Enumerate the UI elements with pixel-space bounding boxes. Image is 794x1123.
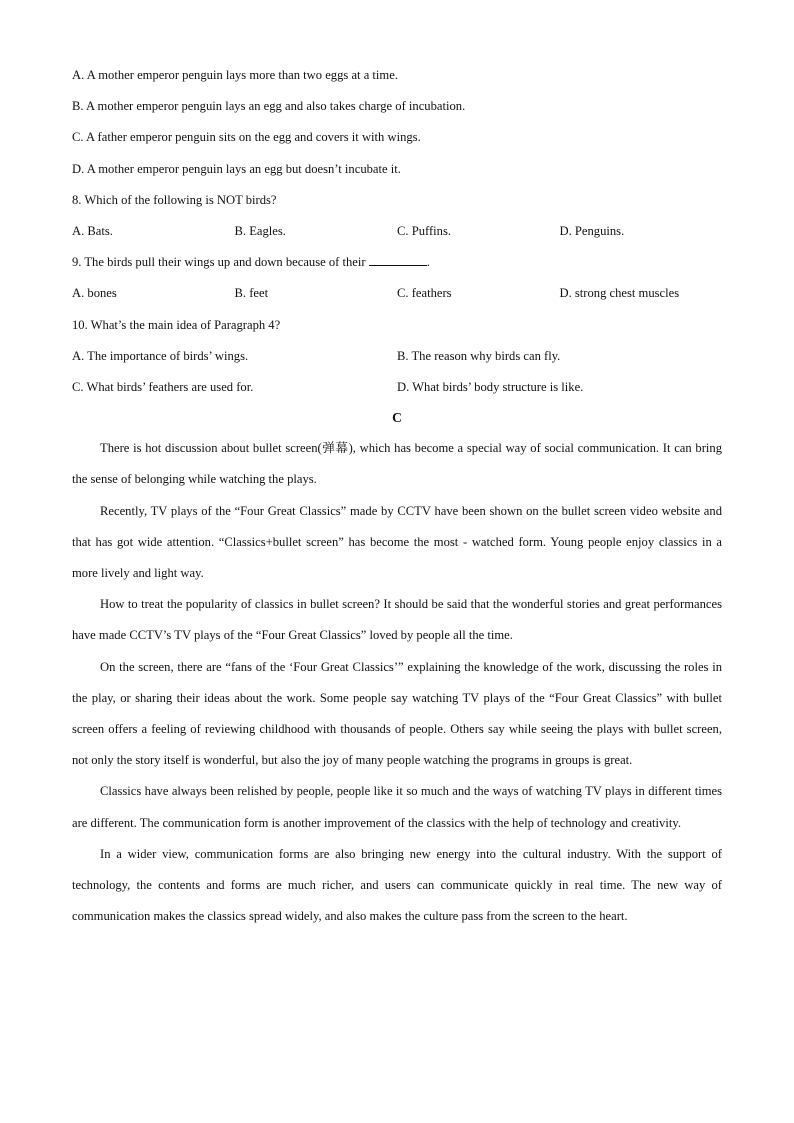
- q10-option-d: D. What birds’ body structure is like.: [397, 379, 584, 394]
- q8-option-c: C. Puffins.: [397, 223, 452, 238]
- q8-options: [72, 220, 722, 251]
- q10-question: 10. What’s the main idea of Paragraph 4?: [72, 317, 281, 332]
- q9-option-c: C. feathers: [397, 286, 452, 301]
- section-c-paragraph: Recently, TV plays of the “Four Great Classics” made by CCTV have been shown on the bullet screen video website and that has got wide attention. “Classics+bullet screen” has become the most - watched form. Young people enjoy classics in a more lively and light way.: [72, 503, 722, 581]
- q7-option-a: A. A mother emperor penguin lays more than two eggs at a time.: [72, 68, 398, 82]
- q9-options: [72, 282, 722, 313]
- q10-option-c: C. What birds’ feathers are used for.: [72, 379, 254, 394]
- q10-option-a: A. The importance of birds’ wings.: [72, 348, 249, 363]
- section-c-title: C: [392, 410, 402, 426]
- q7-option-d: D. A mother emperor penguin lays an egg but doesn’t incubate it.: [72, 161, 401, 176]
- q7-option-c: C. A father emperor penguin sits on the egg and covers it with wings.: [72, 130, 421, 145]
- q10-option-b: B. The reason why birds can fly.: [397, 348, 561, 363]
- section-c-paragraph: There is hot discussion about bullet screen(弹幕), which has become a special way of social communication. It can bring the sense of belonging while watching the plays.: [72, 441, 722, 487]
- section-c-paragraph: In a wider view, communication forms are also bringing new energy into the cultural industry. With the support of technology, the contents and forms are much richer, and users can communicate quickly in real time. The new way of communication makes the classics spread widely, and also makes the culture pass from the screen to the heart.: [72, 846, 722, 924]
- section-c-paragraph: How to treat the popularity of classics in bullet screen? It should be said that the wonderful stories and great performances have made CCTV’s TV plays of the “Four Great Classics” loved by people all the time.: [72, 597, 722, 643]
- q9-answer-blank: [369, 253, 427, 266]
- q10-options-row-1: [72, 345, 722, 376]
- q9-option-a: A. bones: [72, 286, 117, 301]
- section-c-paragraph: Classics have always been relished by people, people like it so much and the ways of watching TV plays in different times are different. The communication form is another improvement of the classics with the help of technology and creativity.: [72, 784, 722, 830]
- q9-option-d: D. strong chest muscles: [559, 286, 680, 301]
- q7-option-b: B. A mother emperor penguin lays an egg and also takes charge of incubation.: [72, 99, 466, 114]
- q9-question-end: .: [426, 255, 430, 270]
- q8-option-d: D. Penguins.: [559, 223, 625, 238]
- q10-options-row-2: [72, 376, 722, 407]
- section-c-paragraph: On the screen, there are “fans of the ‘Four Great Classics’” explaining the knowledge of the work, discussing the roles in the play, or sharing their ideas about the work. Some people say watching TV plays of the “Four Great Classics” with bullet screen offers a feeling of reviewing childhood with thousands of people. Others say while seeing the plays with bullet screen, not only the story itself is wonderful, but also the joy of many people watching the programs in groups is great.: [72, 659, 722, 768]
- q8-option-a: A. Bats.: [72, 223, 113, 238]
- q9-option-b: B. feet: [234, 286, 269, 301]
- q9-question: [72, 251, 722, 282]
- q9-question-text: 9. The birds pull their wings up and down because of their: [72, 255, 369, 270]
- q8-option-b: B. Eagles.: [234, 223, 286, 238]
- q8-question: 8. Which of the following is NOT birds?: [72, 192, 277, 207]
- document-page: [72, 64, 722, 933]
